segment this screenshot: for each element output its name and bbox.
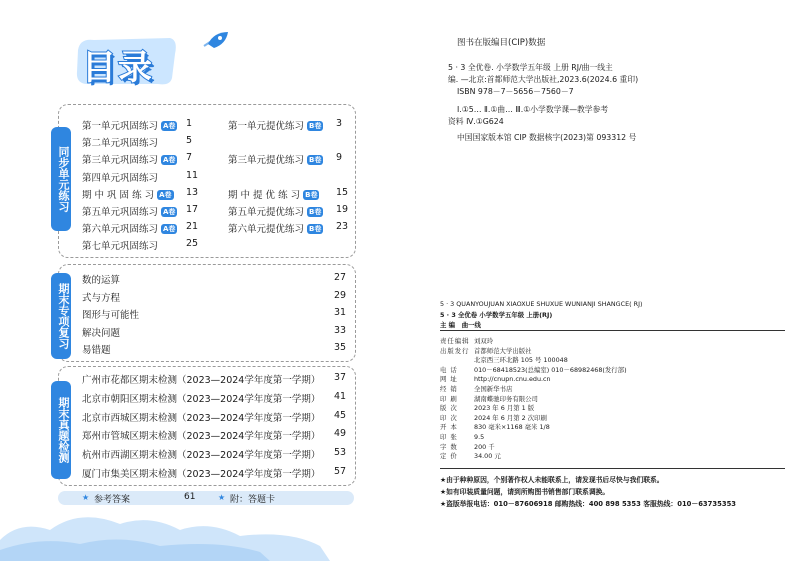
- toc-entry-label: 厦门市集美区期末检测（2023—2024学年度第一学期）: [82, 469, 321, 480]
- toc-entry: [228, 187, 319, 201]
- rocket-icon: [200, 30, 230, 50]
- toc-entry: [228, 152, 323, 166]
- toc-entry-page: 57: [334, 466, 347, 477]
- toc-entry: [82, 447, 320, 461]
- imprint-line: 版 次 2023 年 6 月第 1 版: [440, 404, 535, 413]
- copyright-page: [400, 0, 793, 561]
- volume-badge: B卷: [305, 190, 318, 199]
- cloud-decoration: [0, 500, 400, 561]
- toc-entry-page: 19: [336, 204, 349, 215]
- imprint-line: 字 数 200 千: [440, 442, 495, 451]
- toc-entry-page: 33: [334, 324, 347, 336]
- section-tab: 期末真题检测: [51, 381, 71, 479]
- toc-entry-page: 23: [336, 221, 349, 233]
- book-title: 5 · 3 全优卷 小学数学五年级 上册(RJ): [440, 311, 553, 319]
- toc-entry: [82, 272, 120, 286]
- toc-entry: [82, 238, 158, 252]
- volume-badge: A卷: [159, 190, 172, 199]
- toc-entry: [82, 391, 320, 405]
- toc-entry-page: 15: [336, 186, 349, 198]
- toc-entry-page: 27: [334, 272, 347, 283]
- imprint-line: 开 本 830 毫米×1168 毫米 1/8: [440, 423, 550, 432]
- toc-entry-label: 第一单元巩固练习: [82, 121, 159, 132]
- toc-entry-page: 13: [186, 186, 199, 198]
- toc-entry-page: 53: [334, 447, 347, 459]
- divider: [440, 468, 785, 469]
- toc-entry-label: 解决问题: [82, 327, 121, 339]
- toc-entry-page: 7: [186, 152, 193, 164]
- toc-entry-page: 25: [186, 238, 199, 250]
- book-pinyin: 5 · 3 QUANYOUJUAN XIAOXUE SHUXUE WUNIANJI SHANGCE( RJ): [440, 300, 643, 308]
- divider: [440, 330, 785, 331]
- volume-badge: A卷: [163, 122, 176, 130]
- toc-entry: [82, 170, 158, 184]
- imprint-line: 责任编辑 刘双玲: [440, 337, 494, 345]
- toc-entry-label: 期 中 提 优 练 习: [228, 189, 301, 201]
- book-editor: 主 编 曲一线: [440, 321, 481, 329]
- toc-entry-label: 郑州市管城区期末检测（2023—2024学年度第一学期）: [82, 431, 321, 443]
- volume-badge: A卷: [163, 225, 176, 234]
- toc-entry-label: 广州市花都区期末检测（2023—2024学年度第一学期）: [82, 375, 321, 386]
- toc-entry-label: 杭州市西湖区期末检测（2023—2024学年度第一学期）: [82, 450, 321, 462]
- toc-entry-page: 1: [186, 118, 193, 129]
- cip-line: 中国国家版本馆 CIP 数据核字(2023)第 093312 号: [457, 133, 637, 142]
- imprint-line: 网 址 http://cnupn.cnu.edu.cn: [440, 375, 551, 384]
- toc-entry: [228, 204, 323, 218]
- toc-entry-label: 第五单元巩固练习: [82, 207, 159, 218]
- volume-badge: B卷: [309, 225, 322, 234]
- toc-entry-page: 9: [336, 152, 343, 164]
- toc-entry-label: 北京市朝阳区期末检测（2023—2024学年度第一学期）: [82, 393, 321, 405]
- star-icon: ★: [82, 493, 90, 502]
- cip-line: 5 · 3 全优卷. 小学数学五年级 上册 RJ/曲一线主: [448, 63, 613, 72]
- toc-entry-page: 41: [334, 390, 347, 402]
- toc-entry-label: 第三单元提优练习: [228, 155, 305, 167]
- toc-entry-label: 第七单元巩固练习: [82, 241, 159, 253]
- imprint-line: 北京西三环北路 105 号 100048: [474, 356, 568, 365]
- toc-entry-page: 3: [336, 118, 343, 129]
- toc-entry-page: 45: [334, 409, 347, 421]
- volume-badge: A卷: [163, 208, 176, 216]
- appendix-label: 附：答题卡: [230, 495, 276, 505]
- toc-entry-label: 第五单元提优练习: [228, 207, 305, 218]
- toc-entry-page: 17: [186, 204, 199, 215]
- toc-entry: [82, 342, 111, 356]
- toc-title: 目录: [82, 48, 154, 88]
- imprint-line: 电 话 010－68418523(总编室) 010－68982468(发行部): [440, 365, 627, 374]
- volume-badge: B卷: [309, 156, 322, 165]
- imprint-line: 出版发行 首都师范大学出版社: [440, 346, 532, 355]
- toc-entry-page: 49: [334, 428, 347, 440]
- notice-line: ★由于种种原因，个别著作权人未能联系上，请发现书后尽快与我们联系。: [440, 476, 664, 484]
- toc-entry: [82, 466, 320, 480]
- volume-badge: B卷: [309, 122, 322, 130]
- toc-entry-label: 第六单元巩固练习: [82, 224, 159, 236]
- toc-entry-label: 第四单元巩固练习: [82, 172, 159, 184]
- cip-line: 编. —北京:首都师范大学出版社,2023.6(2024.6 重印): [448, 75, 639, 84]
- toc-entry: [82, 204, 177, 218]
- toc-entry-label: 北京市西城区期末检测（2023—2024学年度第一学期）: [82, 412, 321, 424]
- toc-entry-label: 易错题: [82, 345, 111, 356]
- answers-page: 61: [184, 492, 196, 502]
- section-tab: 同步单元练习: [51, 127, 71, 231]
- toc-entry-label: 第三单元巩固练习: [82, 155, 159, 167]
- toc-entry: [228, 118, 323, 132]
- imprint-line: 印 刷 湖南蝶驰印务有限公司: [440, 394, 538, 403]
- toc-entry: [82, 118, 177, 132]
- toc-entry: [228, 221, 323, 235]
- cip-line: ISBN 978－7－5656－7560－7: [457, 87, 574, 96]
- imprint-line: 印 张 9.5: [440, 433, 485, 441]
- toc-entry-label: 期 中 巩 固 练 习: [82, 189, 155, 201]
- toc-entry-label: 数的运算: [82, 275, 121, 286]
- volume-badge: B卷: [309, 208, 322, 216]
- cip-line: Ⅰ.①5… Ⅱ.①曲… Ⅲ.①小学数学课—教学参考: [457, 105, 609, 114]
- toc-entry-label: 第六单元提优练习: [228, 224, 305, 236]
- imprint-line: 印 次 2024 年 6 月第 2 次印刷: [440, 413, 547, 422]
- toc-entry-page: 29: [334, 289, 347, 301]
- cip-line: 资料 Ⅳ.①G624: [448, 117, 504, 126]
- toc-entry: [82, 135, 158, 149]
- toc-entry: [82, 372, 320, 386]
- toc-entry: [82, 410, 320, 424]
- imprint-line: 经 销 全国新华书店: [440, 385, 513, 393]
- notice-line: ★盗版举报电话：010－87606918 邮购热线：400 898 5353 客服热线：010－63735353: [440, 500, 737, 508]
- section-tab: 期末专项复习: [51, 273, 71, 359]
- toc-entry-page: 37: [334, 372, 347, 383]
- toc-entry-page: 21: [186, 221, 199, 233]
- answers-label: 参考答案: [94, 495, 131, 505]
- toc-entry: [82, 187, 174, 201]
- imprint-line: 定 价 34.00 元: [440, 452, 501, 461]
- toc-entry: [82, 428, 320, 442]
- cip-title: 图书在版编目(CIP)数据: [457, 38, 546, 48]
- toc-entry-page: 5: [186, 135, 193, 147]
- toc-entry-label: 式与方程: [82, 292, 121, 304]
- toc-entry-page: 35: [334, 342, 347, 353]
- toc-entry: [82, 325, 120, 339]
- notice-line: ★如有印装质量问题，请到所购图书销售部门联系调换。: [440, 488, 610, 496]
- toc-entry: [82, 307, 139, 321]
- toc-entry-label: 第一单元提优练习: [228, 121, 305, 132]
- star-icon: ★: [218, 493, 226, 502]
- toc-entry-page: 31: [334, 307, 347, 318]
- toc-entry: [82, 221, 177, 235]
- toc-entry-page: 11: [186, 169, 199, 181]
- toc-entry: [82, 290, 120, 304]
- toc-entry: [82, 152, 177, 166]
- toc-entry-label: 第二单元巩固练习: [82, 138, 159, 150]
- toc-entry-label: 图形与可能性: [82, 310, 140, 321]
- volume-badge: A卷: [163, 156, 176, 165]
